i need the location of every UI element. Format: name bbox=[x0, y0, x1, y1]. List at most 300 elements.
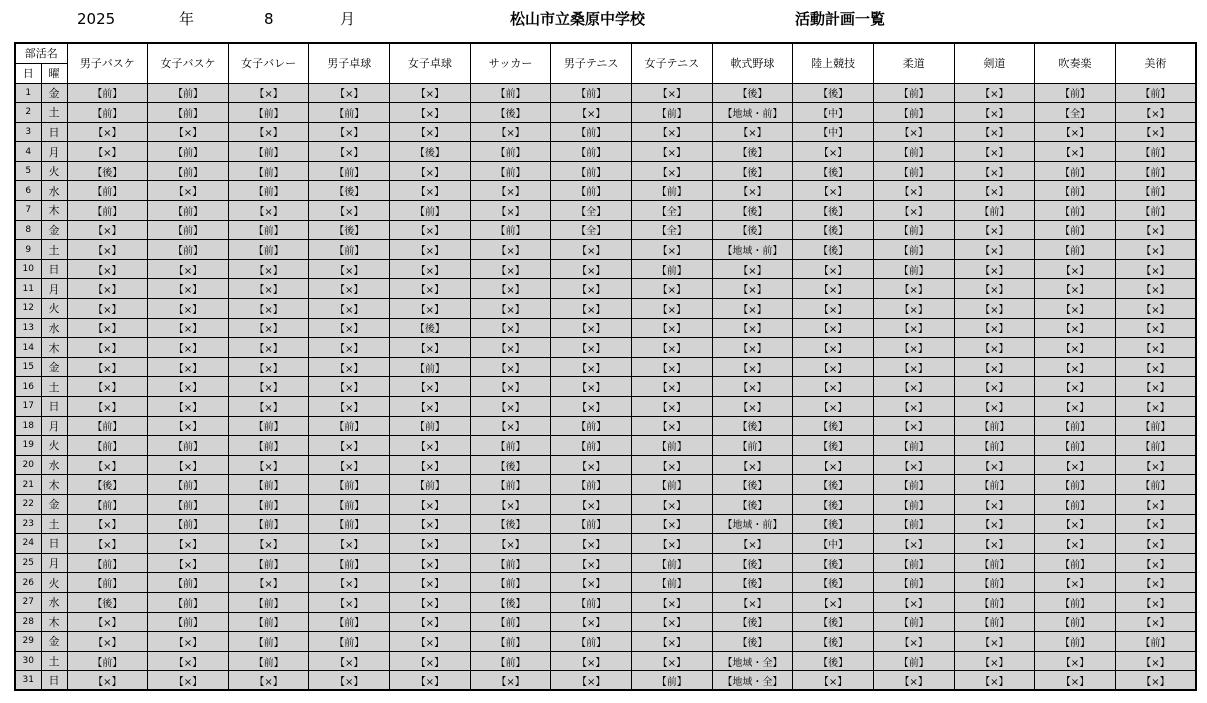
activity-cell: 【後】 bbox=[309, 181, 390, 201]
activity-cell: 【×】 bbox=[1115, 651, 1196, 671]
activity-cell: 【×】 bbox=[631, 416, 712, 436]
weekday: 日 bbox=[41, 671, 67, 691]
activity-cell: 【×】 bbox=[228, 377, 309, 397]
activity-cell: 【×】 bbox=[1115, 318, 1196, 338]
activity-cell: 【×】 bbox=[309, 455, 390, 475]
activity-cell: 【×】 bbox=[390, 592, 471, 612]
activity-cell: 【×】 bbox=[390, 103, 471, 123]
activity-cell: 【前】 bbox=[1035, 553, 1116, 573]
day-number: 31 bbox=[15, 671, 41, 691]
activity-cell: 【前】 bbox=[873, 161, 954, 181]
activity-cell: 【×】 bbox=[631, 377, 712, 397]
weekday: 火 bbox=[41, 573, 67, 593]
activity-cell: 【×】 bbox=[309, 299, 390, 319]
activity-cell: 【×】 bbox=[631, 240, 712, 260]
activity-cell: 【前】 bbox=[148, 514, 229, 534]
activity-cell: 【×】 bbox=[551, 377, 632, 397]
activity-cell: 【×】 bbox=[631, 534, 712, 554]
activity-cell: 【前】 bbox=[148, 612, 229, 632]
activity-cell: 【前】 bbox=[148, 436, 229, 456]
activity-cell: 【×】 bbox=[873, 671, 954, 691]
day-number: 5 bbox=[15, 161, 41, 181]
table-row bbox=[15, 671, 1196, 691]
activity-cell: 【×】 bbox=[1115, 592, 1196, 612]
activity-cell: 【×】 bbox=[148, 416, 229, 436]
activity-cell: 【前】 bbox=[228, 514, 309, 534]
activity-cell: 【×】 bbox=[712, 299, 793, 319]
activity-cell: 【後】 bbox=[793, 416, 874, 436]
day-number: 14 bbox=[15, 338, 41, 358]
activity-cell: 【×】 bbox=[873, 338, 954, 358]
activity-cell: 【後】 bbox=[712, 416, 793, 436]
activity-cell: 【×】 bbox=[309, 377, 390, 397]
activity-cell: 【×】 bbox=[551, 299, 632, 319]
activity-cell: 【×】 bbox=[67, 338, 148, 358]
activity-cell: 【×】 bbox=[67, 220, 148, 240]
weekday: 月 bbox=[41, 416, 67, 436]
table-row bbox=[15, 181, 1196, 201]
activity-cell: 【前】 bbox=[390, 201, 471, 221]
weekday: 金 bbox=[41, 83, 67, 103]
activity-cell: 【×】 bbox=[470, 259, 551, 279]
activity-cell: 【×】 bbox=[631, 651, 712, 671]
activity-cell: 【×】 bbox=[954, 103, 1035, 123]
activity-cell: 【×】 bbox=[67, 142, 148, 162]
weekday: 日 bbox=[41, 397, 67, 417]
activity-cell: 【×】 bbox=[873, 279, 954, 299]
activity-cell: 【前】 bbox=[954, 475, 1035, 495]
activity-schedule-table bbox=[14, 42, 1197, 691]
activity-cell: 【×】 bbox=[954, 279, 1035, 299]
day-number: 4 bbox=[15, 142, 41, 162]
weekday: 土 bbox=[41, 103, 67, 123]
activity-cell: 【×】 bbox=[873, 455, 954, 475]
weekday: 日 bbox=[41, 534, 67, 554]
activity-cell: 【×】 bbox=[954, 671, 1035, 691]
activity-cell: 【前】 bbox=[148, 161, 229, 181]
activity-cell: 【中】 bbox=[793, 103, 874, 123]
month-value: 8 bbox=[264, 10, 274, 28]
activity-cell: 【×】 bbox=[873, 416, 954, 436]
weekday: 日 bbox=[41, 259, 67, 279]
activity-cell: 【地域・前】 bbox=[712, 514, 793, 534]
club-header: 陸上競技 bbox=[793, 43, 874, 83]
activity-cell: 【×】 bbox=[1035, 259, 1116, 279]
activity-cell: 【×】 bbox=[148, 455, 229, 475]
activity-cell: 【前】 bbox=[873, 240, 954, 260]
activity-cell: 【前】 bbox=[712, 436, 793, 456]
table-row bbox=[15, 279, 1196, 299]
activity-cell: 【×】 bbox=[1115, 671, 1196, 691]
table-row bbox=[15, 494, 1196, 514]
activity-cell: 【×】 bbox=[470, 299, 551, 319]
activity-cell: 【×】 bbox=[1115, 397, 1196, 417]
activity-cell: 【×】 bbox=[309, 573, 390, 593]
activity-cell: 【後】 bbox=[793, 201, 874, 221]
table-row bbox=[15, 83, 1196, 103]
activity-cell: 【後】 bbox=[712, 553, 793, 573]
activity-cell: 【×】 bbox=[954, 397, 1035, 417]
activity-cell: 【前】 bbox=[148, 201, 229, 221]
activity-cell: 【×】 bbox=[390, 83, 471, 103]
activity-cell: 【前】 bbox=[954, 573, 1035, 593]
day-number: 20 bbox=[15, 455, 41, 475]
activity-cell: 【前】 bbox=[954, 436, 1035, 456]
day-number: 9 bbox=[15, 240, 41, 260]
weekday: 月 bbox=[41, 279, 67, 299]
activity-cell: 【×】 bbox=[309, 671, 390, 691]
activity-cell: 【前】 bbox=[551, 436, 632, 456]
day-number: 6 bbox=[15, 181, 41, 201]
activity-cell: 【×】 bbox=[793, 338, 874, 358]
weekday: 土 bbox=[41, 377, 67, 397]
activity-cell: 【×】 bbox=[390, 259, 471, 279]
activity-cell: 【×】 bbox=[390, 279, 471, 299]
activity-cell: 【×】 bbox=[954, 181, 1035, 201]
day-number: 21 bbox=[15, 475, 41, 495]
table-row bbox=[15, 122, 1196, 142]
activity-cell: 【×】 bbox=[1115, 299, 1196, 319]
table-row bbox=[15, 259, 1196, 279]
day-number: 22 bbox=[15, 494, 41, 514]
activity-cell: 【前】 bbox=[67, 83, 148, 103]
activity-cell: 【×】 bbox=[148, 279, 229, 299]
activity-cell: 【×】 bbox=[390, 436, 471, 456]
day-number: 12 bbox=[15, 299, 41, 319]
activity-cell: 【前】 bbox=[309, 416, 390, 436]
activity-cell: 【×】 bbox=[631, 632, 712, 652]
activity-cell: 【×】 bbox=[148, 671, 229, 691]
activity-cell: 【後】 bbox=[309, 220, 390, 240]
table-row bbox=[15, 416, 1196, 436]
activity-cell: 【前】 bbox=[228, 494, 309, 514]
activity-cell: 【前】 bbox=[67, 494, 148, 514]
activity-cell: 【前】 bbox=[551, 122, 632, 142]
activity-cell: 【前】 bbox=[309, 240, 390, 260]
club-header: 女子バレー bbox=[228, 43, 309, 83]
activity-cell: 【×】 bbox=[470, 201, 551, 221]
club-header: 女子バスケ bbox=[148, 43, 229, 83]
activity-cell: 【×】 bbox=[1115, 240, 1196, 260]
activity-cell: 【×】 bbox=[631, 83, 712, 103]
activity-cell: 【×】 bbox=[309, 338, 390, 358]
activity-cell: 【×】 bbox=[551, 553, 632, 573]
activity-cell: 【×】 bbox=[228, 279, 309, 299]
day-number: 27 bbox=[15, 592, 41, 612]
activity-cell: 【×】 bbox=[873, 318, 954, 338]
activity-cell: 【後】 bbox=[712, 201, 793, 221]
activity-cell: 【×】 bbox=[793, 592, 874, 612]
activity-cell: 【前】 bbox=[1035, 436, 1116, 456]
day-number: 26 bbox=[15, 573, 41, 593]
activity-cell: 【前】 bbox=[470, 573, 551, 593]
activity-cell: 【後】 bbox=[793, 220, 874, 240]
activity-cell: 【前】 bbox=[1035, 592, 1116, 612]
activity-cell: 【前】 bbox=[309, 475, 390, 495]
activity-cell: 【前】 bbox=[228, 220, 309, 240]
club-header: 軟式野球 bbox=[712, 43, 793, 83]
activity-cell: 【×】 bbox=[954, 651, 1035, 671]
activity-cell: 【前】 bbox=[631, 573, 712, 593]
activity-cell: 【前】 bbox=[67, 181, 148, 201]
year-value: 2025 bbox=[77, 10, 116, 28]
club-header: 男子テニス bbox=[551, 43, 632, 83]
activity-cell: 【×】 bbox=[1115, 534, 1196, 554]
activity-cell: 【前】 bbox=[1115, 436, 1196, 456]
activity-cell: 【×】 bbox=[873, 299, 954, 319]
weekday: 木 bbox=[41, 338, 67, 358]
activity-cell: 【前】 bbox=[954, 612, 1035, 632]
activity-cell: 【×】 bbox=[228, 338, 309, 358]
activity-cell: 【前】 bbox=[873, 436, 954, 456]
activity-cell: 【×】 bbox=[390, 612, 471, 632]
activity-cell: 【後】 bbox=[793, 514, 874, 534]
table-row bbox=[15, 142, 1196, 162]
table-row bbox=[15, 592, 1196, 612]
weekday: 水 bbox=[41, 455, 67, 475]
activity-cell: 【前】 bbox=[954, 553, 1035, 573]
activity-cell: 【前】 bbox=[954, 592, 1035, 612]
activity-cell: 【×】 bbox=[631, 455, 712, 475]
activity-cell: 【前】 bbox=[470, 632, 551, 652]
activity-cell: 【後】 bbox=[712, 142, 793, 162]
activity-cell: 【×】 bbox=[470, 377, 551, 397]
activity-cell: 【後】 bbox=[67, 161, 148, 181]
page-title: 活動計画一覧 bbox=[795, 10, 886, 28]
club-header: 美術 bbox=[1115, 43, 1196, 83]
activity-cell: 【前】 bbox=[228, 142, 309, 162]
activity-cell: 【前】 bbox=[1035, 161, 1116, 181]
activity-cell: 【×】 bbox=[954, 122, 1035, 142]
day-column-header: 日 bbox=[15, 63, 41, 83]
activity-cell: 【×】 bbox=[148, 181, 229, 201]
weekday: 金 bbox=[41, 632, 67, 652]
activity-cell: 【×】 bbox=[309, 142, 390, 162]
activity-cell: 【×】 bbox=[631, 592, 712, 612]
activity-cell: 【×】 bbox=[67, 122, 148, 142]
activity-cell: 【×】 bbox=[793, 181, 874, 201]
table-row bbox=[15, 632, 1196, 652]
day-number: 16 bbox=[15, 377, 41, 397]
activity-cell: 【中】 bbox=[793, 534, 874, 554]
club-header: 女子テニス bbox=[631, 43, 712, 83]
activity-cell: 【後】 bbox=[793, 436, 874, 456]
activity-cell: 【×】 bbox=[67, 240, 148, 260]
day-number: 15 bbox=[15, 357, 41, 377]
month-unit: 月 bbox=[340, 10, 356, 28]
activity-cell: 【後】 bbox=[712, 475, 793, 495]
activity-cell: 【×】 bbox=[954, 494, 1035, 514]
activity-cell: 【×】 bbox=[67, 534, 148, 554]
day-number: 18 bbox=[15, 416, 41, 436]
activity-cell: 【前】 bbox=[67, 416, 148, 436]
activity-cell: 【前】 bbox=[631, 475, 712, 495]
table-row bbox=[15, 553, 1196, 573]
activity-cell: 【×】 bbox=[1035, 534, 1116, 554]
activity-cell: 【前】 bbox=[470, 436, 551, 456]
club-header: 女子卓球 bbox=[390, 43, 471, 83]
activity-cell: 【×】 bbox=[470, 338, 551, 358]
table-row bbox=[15, 475, 1196, 495]
table-row bbox=[15, 161, 1196, 181]
activity-cell: 【前】 bbox=[228, 436, 309, 456]
activity-cell: 【×】 bbox=[1035, 299, 1116, 319]
activity-cell: 【×】 bbox=[1035, 651, 1116, 671]
weekday: 土 bbox=[41, 240, 67, 260]
activity-cell: 【地域・全】 bbox=[712, 651, 793, 671]
activity-cell: 【前】 bbox=[551, 142, 632, 162]
activity-cell: 【前】 bbox=[67, 553, 148, 573]
activity-cell: 【前】 bbox=[1115, 83, 1196, 103]
activity-cell: 【×】 bbox=[148, 632, 229, 652]
activity-cell: 【×】 bbox=[1035, 338, 1116, 358]
activity-cell: 【×】 bbox=[631, 318, 712, 338]
activity-cell: 【前】 bbox=[67, 103, 148, 123]
day-number: 13 bbox=[15, 318, 41, 338]
activity-cell: 【×】 bbox=[1115, 573, 1196, 593]
activity-cell: 【前】 bbox=[551, 181, 632, 201]
activity-cell: 【×】 bbox=[631, 397, 712, 417]
weekday: 木 bbox=[41, 201, 67, 221]
activity-cell: 【前】 bbox=[309, 553, 390, 573]
activity-cell: 【×】 bbox=[148, 651, 229, 671]
activity-cell: 【×】 bbox=[67, 259, 148, 279]
activity-cell: 【×】 bbox=[390, 651, 471, 671]
activity-cell: 【前】 bbox=[1035, 201, 1116, 221]
activity-cell: 【前】 bbox=[1035, 240, 1116, 260]
activity-cell: 【後】 bbox=[470, 103, 551, 123]
table-row bbox=[15, 514, 1196, 534]
activity-cell: 【×】 bbox=[390, 220, 471, 240]
activity-cell: 【×】 bbox=[551, 240, 632, 260]
activity-cell: 【×】 bbox=[1035, 573, 1116, 593]
activity-cell: 【×】 bbox=[631, 338, 712, 358]
activity-cell: 【前】 bbox=[148, 220, 229, 240]
day-number: 10 bbox=[15, 259, 41, 279]
activity-cell: 【前】 bbox=[309, 612, 390, 632]
activity-cell: 【前】 bbox=[228, 612, 309, 632]
club-header: 剣道 bbox=[954, 43, 1035, 83]
activity-cell: 【前】 bbox=[873, 220, 954, 240]
activity-cell: 【×】 bbox=[309, 397, 390, 417]
activity-cell: 【前】 bbox=[551, 475, 632, 495]
activity-cell: 【前】 bbox=[1035, 416, 1116, 436]
activity-cell: 【×】 bbox=[954, 299, 1035, 319]
activity-cell: 【後】 bbox=[793, 83, 874, 103]
activity-cell: 【×】 bbox=[712, 318, 793, 338]
activity-cell: 【×】 bbox=[712, 122, 793, 142]
weekday: 木 bbox=[41, 475, 67, 495]
activity-cell: 【×】 bbox=[309, 592, 390, 612]
year-unit: 年 bbox=[179, 10, 195, 28]
activity-cell: 【×】 bbox=[954, 357, 1035, 377]
activity-cell: 【後】 bbox=[793, 240, 874, 260]
activity-cell: 【×】 bbox=[712, 279, 793, 299]
activity-cell: 【×】 bbox=[228, 259, 309, 279]
table-row bbox=[15, 357, 1196, 377]
activity-cell: 【前】 bbox=[1115, 161, 1196, 181]
activity-cell: 【×】 bbox=[873, 534, 954, 554]
club-header: サッカー bbox=[470, 43, 551, 83]
activity-cell: 【全】 bbox=[551, 220, 632, 240]
weekday-column-header: 曜 bbox=[41, 63, 67, 83]
activity-cell: 【×】 bbox=[390, 161, 471, 181]
activity-cell: 【前】 bbox=[954, 201, 1035, 221]
activity-cell: 【後】 bbox=[793, 573, 874, 593]
activity-cell: 【×】 bbox=[228, 122, 309, 142]
activity-cell: 【×】 bbox=[228, 201, 309, 221]
activity-cell: 【地域・全】 bbox=[712, 671, 793, 691]
activity-cell: 【前】 bbox=[631, 553, 712, 573]
table-row bbox=[15, 612, 1196, 632]
activity-cell: 【×】 bbox=[228, 573, 309, 593]
activity-cell: 【×】 bbox=[631, 514, 712, 534]
activity-cell: 【前】 bbox=[309, 514, 390, 534]
activity-cell: 【×】 bbox=[873, 592, 954, 612]
activity-cell: 【前】 bbox=[551, 514, 632, 534]
activity-cell: 【×】 bbox=[228, 83, 309, 103]
activity-cell: 【×】 bbox=[1115, 612, 1196, 632]
club-name-corner-label: 部活名 bbox=[15, 43, 67, 63]
weekday: 金 bbox=[41, 494, 67, 514]
activity-cell: 【×】 bbox=[551, 103, 632, 123]
activity-cell: 【×】 bbox=[954, 240, 1035, 260]
activity-cell: 【×】 bbox=[954, 534, 1035, 554]
activity-cell: 【×】 bbox=[1115, 122, 1196, 142]
weekday: 水 bbox=[41, 181, 67, 201]
day-number: 3 bbox=[15, 122, 41, 142]
activity-cell: 【前】 bbox=[873, 612, 954, 632]
table-row bbox=[15, 299, 1196, 319]
weekday: 月 bbox=[41, 553, 67, 573]
day-number: 29 bbox=[15, 632, 41, 652]
activity-cell: 【×】 bbox=[954, 632, 1035, 652]
activity-cell: 【前】 bbox=[873, 651, 954, 671]
weekday: 土 bbox=[41, 651, 67, 671]
activity-cell: 【前】 bbox=[228, 103, 309, 123]
activity-cell: 【×】 bbox=[390, 299, 471, 319]
activity-cell: 【全】 bbox=[551, 201, 632, 221]
activity-cell: 【×】 bbox=[1115, 494, 1196, 514]
activity-cell: 【前】 bbox=[148, 83, 229, 103]
activity-cell: 【×】 bbox=[470, 181, 551, 201]
activity-cell: 【前】 bbox=[631, 103, 712, 123]
activity-cell: 【×】 bbox=[228, 455, 309, 475]
activity-cell: 【×】 bbox=[1035, 514, 1116, 534]
activity-cell: 【前】 bbox=[873, 475, 954, 495]
activity-cell: 【後】 bbox=[793, 651, 874, 671]
activity-cell: 【後】 bbox=[470, 592, 551, 612]
weekday: 火 bbox=[41, 161, 67, 181]
table-row bbox=[15, 397, 1196, 417]
activity-cell: 【後】 bbox=[712, 573, 793, 593]
activity-cell: 【前】 bbox=[67, 201, 148, 221]
activity-cell: 【×】 bbox=[954, 514, 1035, 534]
activity-cell: 【×】 bbox=[390, 553, 471, 573]
activity-cell: 【×】 bbox=[712, 455, 793, 475]
club-header: 柔道 bbox=[873, 43, 954, 83]
activity-cell: 【×】 bbox=[1115, 514, 1196, 534]
activity-cell: 【×】 bbox=[390, 671, 471, 691]
activity-cell: 【×】 bbox=[67, 357, 148, 377]
activity-cell: 【×】 bbox=[793, 357, 874, 377]
activity-cell: 【×】 bbox=[67, 612, 148, 632]
activity-cell: 【×】 bbox=[470, 534, 551, 554]
day-number: 8 bbox=[15, 220, 41, 240]
club-header: 男子卓球 bbox=[309, 43, 390, 83]
activity-cell: 【×】 bbox=[873, 632, 954, 652]
activity-cell: 【前】 bbox=[1035, 83, 1116, 103]
